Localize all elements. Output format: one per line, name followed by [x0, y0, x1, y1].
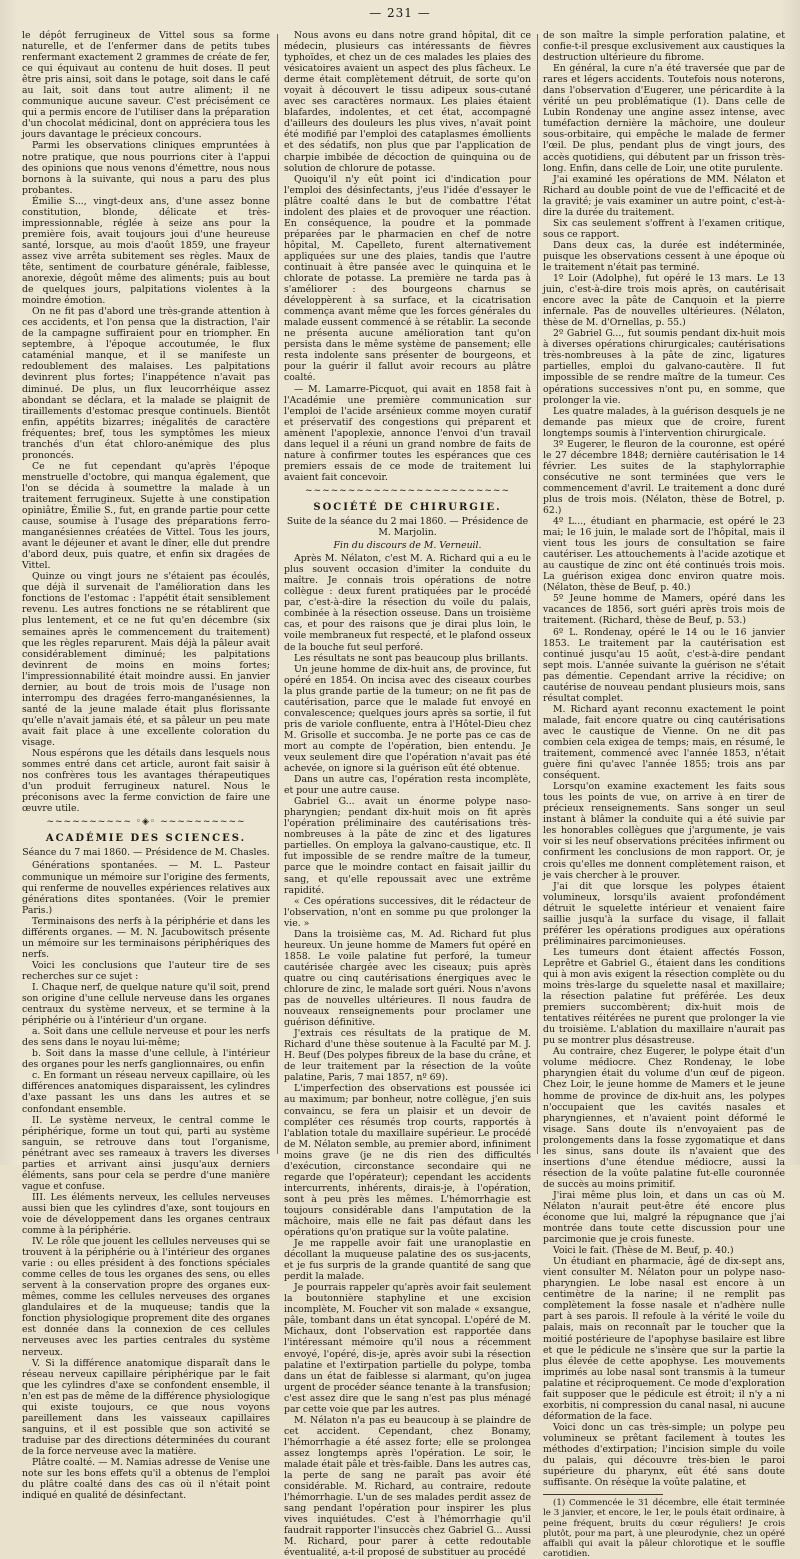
section-heading-chirurgie: SOCIÉTÉ DE CHIRURGIE.: [313, 501, 502, 513]
paragraph: On ne fit pas d'abord une très-grande attention à ces accidents, et l'on pensa que la distraction, l'air de la campagne suffiraient pour en triompher. En septembre, à l'époque accoutumée, le flux cataménial manque, et il se manifeste un redoublement des malaises. Les palpitations devinrent plus fortes; l'inappétence n'avait pas diminué. De plus, un flux leucorrhéique assez abondant se déclara, et la malade se plaignit de tiraillements d'estomac presque continuels. Bientôt enfin, appétits bizarres; inégalités de caractère fréquentes; bref, tous les symptômes les mieux tranchés d'un état chloro-anémique des plus prononcés.: [22, 306, 270, 461]
section-heading-academie: ACADÉMIE DES SCIENCES.: [45, 833, 247, 845]
paragraph: J'ai dit que lorsque les polypes étaient volumineux, lorsqu'ils avaient profondément détruit le squelette intérieur et venaient faire saillie jusqu'à la surface du visage, il fallait préférer les opérations prodigues aux opérations préliminaires parcimonieuses.: [543, 880, 785, 947]
paragraph: Terminaisons des nerfs à la périphérie et dans les différents organes. — M. N. Jacubowitsch présente un mémoire sur les terminaisons périphériques des nerfs.: [22, 915, 270, 960]
paragraph: Un étudiant en pharmacie, âgé de dix-sept ans, vient consulter M. Nélaton pour un polype naso-pharyngien. Le lobe nasal est encore à un centimètre de la narine; il ne remplit pas complètement la fosse nasale et n'adhère nulle part à ses parois. Il refoule à la vérité le voile du palais, mais on reconnaît par le toucher que la moitié postérieure de l'apophyse basilaire est libre et que le pédicule ne s'insère que sur la partie la plus élevée de cette apophyse. Les mouvements imprimés au lobe nasal sont transmis à la tumeur palatine et réciproquement. Ce mode d'exploration fait supposer que le pédicule est étroit; il n'y a ni exorbitis, ni compression du canal nasal, ni aucune déformation de la face.: [543, 1256, 785, 1422]
paragraph: 4º L..., étudiant en pharmacie, est opéré le 23 mai; le 16 juin, le malade sort de l'hôpital, mais il vient tous les jours de consultation se faire cautériser. Les attouchements à l'acide azotique et au caustique de zinc ont été continués trois mois. La guérison exigea donc environ quatre mois. (Nélaton, thèse de Beuf, p. 40.): [543, 516, 785, 594]
paragraph: a. Soit dans une cellule nerveuse et pour les nerfs des sens dans le noyau lui-même;: [22, 1026, 270, 1049]
paragraph: I. Chaque nerf, de quelque nature qu'il soit, prend son origine d'une cellule nerveuse dans les organes centraux du système nerveux, et se termine à la périphérie ou à l'intérieur d'un organe.: [22, 981, 270, 1027]
paragraph: J'ai examiné les opérations de MM. Nélaton et Richard au double point de vue de l'efficacité et de la gravité; je vais examiner un autre point, c'est-à-dire la durée du traitement.: [543, 173, 785, 218]
paragraph: Un jeune homme de dix-huit ans, de province, fut opéré en 1854. On incisa avec des ciseaux courbes la plus grande partie de la tumeur; on ne fit pas de cautérisation, parce que le malade fut envoyé en convalescence; quelques jours après sa sortie, il fut pris de variole confluente, entra à l'Hôtel-Dieu chez M. Grisolle et succomba. Je ne porte pas ce cas de mort au compte de l'opération, bien entendu. Je veux seulement dire que l'opération n'avait pas été achevée, on ignore si la guérison eût été obtenue.: [284, 663, 531, 775]
paragraph: Au contraire, chez Eugerer, le polype était d'un volume médiocre. Chez Rondenay, le lobe pharyngien était du volume d'un œuf de pigeon. Chez Loir, le jeune homme de Mamers et le jeune homme de province de dix-huit ans, les polypes n'occupaient que les cavités nasales et pharyngiennes, et n'avaient point déformé le visage. Sans doute ils n'envoyaient pas de prolongements dans la fosse zygomatique et dans les sinus, sans doute ils n'avaient que des insertions d'une étendue médiocre, aussi la résection de la voûte palatine fut-elle couronnée de succès au moins primitif.: [543, 1046, 785, 1190]
paragraph: Quoiqu'il n'y eût point ici d'indication pour l'emploi des désinfectants, j'eus l'idée d'essayer le plâtre coalté dans le but de combattre l'état indolent des plaies et de provoquer une réaction. En conséquence, la poudre et la pommade préparées par le pharmacien en chef de notre hôpital, M. Capelleto, furent alternativement appliquées sur une des plaies, tandis que l'autre continuait à être pansée avec le quinquina et le chlorate de potasse. La première ne tarda pas à s'améliorer : des bourgeons charnus se développèrent à sa surface, et la cicatrisation commença avant même que les forces générales du malade eussent commencé à se rétablir. La seconde ne présenta aucune amélioration tant qu'on persista dans le même système de pansement; elle resta indolente sans présenter de bourgeons, et pour la guérir il fallut avoir recours au plâtre coalté.: [284, 173, 531, 384]
column-middle: [284, 30, 531, 1559]
page-number: — 231 —: [369, 6, 431, 20]
paragraph: 1º Loir (Adolphe), fut opéré le 13 mars. Le 13 juin, c'est-à-dire trois mois après, on cautérisait encore avec la pâte de Canquoin et la pierre infernale. Pas de nouvelles ultérieures. (Nélaton, thèse de M. d'Ornellas, p. 55.): [543, 273, 785, 329]
paragraph: En général, la cure n'a été traversée que par de rares et légers accidents. Toutefois nous noterons, dans l'observation d'Eugerer, une péricardite à la vérité un peu problématique (1). Dans celle de Lubin Rondenay une angine assez intense, avec tuméfaction dernière la mâchoire, une douleur sous-orbitaire, qui empêche le malade de fermer l'œil. De plus, pendant plus de vingt jours, des accès quotidiens, qui débutent par un frisson très-long. Enfin, dans celle de Loir, une otite purulente.: [543, 63, 785, 174]
paragraph: V. Si la différence anatomique disparaît dans le réseau nerveux capillaire périphérique par le fait que les cylindres d'axe se confondent ensemble, il n'en est pas de même de la différence physiologique qui existe toujours, ce que nous voyons pareillement dans les vaisseaux capillaires sanguins, et il est possible que son activité se traduise par des directions déterminées du courant de la force nerveuse avec la matière.: [22, 1357, 270, 1457]
column-divider: [537, 34, 538, 1154]
paragraph: Je pourrais rappeler qu'après avoir fait seulement la boutonnière staphyline et une excision incomplète, M. Foucher vit son malade « exsangue, pâle, tombant dans un état syncopal. L'opéré de M. Michaux, dont l'observation est rapportée dans l'intéressant mémoire qu'il nous a récemment envoyé, l'opéré, dis-je, après avoir subi la résection palatine et l'extirpation partielle du polype, tomba dans un état de faiblesse si alarmant, qu'on jugea urgent de procéder séance tenante à la transfusion; c'est assez dire que le sang n'est pas plus ménagé par cette voie que par les autres.: [284, 1282, 531, 1415]
paragraph: Voici le fait. (Thèse de M. Beuf, p. 40.): [553, 1245, 734, 1257]
paragraph: Je me rappelle avoir fait une uranoplastie en décollant la muqueuse palatine des os sus-jacents, et je fus surpris de la grande quantité de sang que perdit la malade.: [284, 1238, 531, 1283]
paragraph: Six cas seulement s'offrent à l'examen critique, sous ce rapport.: [543, 217, 785, 240]
paragraph: 5º Jeune homme de Mamers, opéré dans les vacances de 1856, sort guéri après trois mois de traitement. (Richard, thèse de Beuf, p. 53.): [543, 593, 785, 627]
footnote: (1) Commencée le 31 décembre, elle était terminée le 3 janvier, et encore, le 1er, le pouls était ordinaire, à peine fréquent, bruits du cœur réguliers! Je crois plutôt, pour ma part, à une pleurodynie, chez un opéré affaibli qui avait la pâleur chlorotique et le souffle carotidien.: [543, 1498, 785, 1559]
paragraph: Les quatre malades, à la guérison desquels je ne demande pas mieux que de croire, furent longtemps soumis à l'intervention chirurgicale.: [543, 405, 785, 439]
paragraph: — M. Lamarre-Picquot, qui avait en 1858 fait à l'Académie une première communication sur l'emploi de l'acide arsénieux comme moyen curatif et préservatif des congestions qui préparent et amènent l'apoplexie, annonce l'envoi d'un travail dans lequel il a réuni un grand nombre de faits de nature à confirmer toutes les espérances que ces premiers essais de ce mode de traitement lui avaient fait concevoir.: [284, 383, 531, 483]
paragraph: Quinze ou vingt jours ne s'étaient pas écoulés, que déjà il survenait de l'amélioration dans les fonctions de l'estomac : l'appétit était sensiblement revenu. Les autres fonctions ne se rétablirent que plus lentement, et ce ne fut qu'en décembre (six semaines après le commencement du traitement) que les règles reparurent. Mais déjà la pâleur avait considérablement diminué; les palpitations devinrent de moins en moins fortes; l'impressionnabilité était moindre aussi. En janvier dernier, au bout de trois mois de l'usage non interrompu des dragées ferro-manganésiennes, la santé de la jeune malade était plus florissante qu'elle n'avait jamais été, et sa pâleur un peu mate avait fait place à une excellente coloration du visage.: [22, 571, 270, 748]
ornament-separator: ~~~~~~~~~~ ◦◈◦ ~~~~~~~~~~: [46, 817, 246, 828]
paragraph: Voici donc un cas très-simple; un polype peu volumineux se prêtant facilement à toutes les méthodes d'extirpation; l'incision simple du voile du palais, qui découvre très-bien le paroi supérieure du pharynx, eût été sans doute suffisante. On résèque la voûte palatine, et: [543, 1421, 785, 1489]
paragraph: Voici les conclusions que l'auteur tire de ses recherches sur ce sujet :: [22, 959, 270, 982]
paragraph: Ce ne fut cependant qu'après l'époque menstruelle d'octobre, qui manqua également, que l'on se décida à soumettre la malade à un traitement ferrugineux. Sujette à une constipation opiniâtre, Émilie S., fut, en grande partie pour cette cause, soumise à l'usage des préparations ferro-manganésiennes créatées de Vittel. Tous les jours, avant le déjeuner et avant le dîner, elle dut prendre d'abord deux, puis quatre, et enfin six dragées de Vittel.: [22, 460, 270, 572]
paragraph: Après M. Nélaton, c'est M. A. Richard qui a eu le plus souvent occasion d'imiter la conduite du maître. Je connais trois opérations de notre collègue : deux furent pratiquées par le procédé par, c'est-à-dire la résection du voile du palais, combinée à la résection osseuse. Dans un troisième cas, et pour des raisons que je dirai plus loin, le voile membraneux fut respecté, et le plafond osseux de la bouche fut seul perforé.: [284, 553, 531, 653]
paragraph: Les tumeurs dont étaient affectés Fosson, Leprêtre et Gabriel G., étaient dans les conditions qui à mon avis exigent la résection complète ou du moins très-large du squelette nasal et maxillaire; la résection palatine fut préférée. Les deux premiers succombèrent; dix-huit mois de tentatives réitérées ne purent que prolonger la vie du troisième. L'ablation du maxillaire n'aurait pas pu se montrer plus désastreuse.: [543, 946, 785, 1047]
paragraph: b. Soit dans la masse d'une cellule, à l'intérieur des organes pour les nerfs ganglionnaires, ou enfin: [22, 1048, 270, 1071]
paragraph: M. Nélaton n'a pas eu beaucoup à se plaindre de cet accident. Cependant, chez Bonamy, l'hémorrhagie a été assez forte; elle se prolongea assez longtemps après l'opération. Le soir, le malade était pâle et très-faible. Dans les autres cas, la perte de sang ne paraît pas avoir été considérable. M. Richard, au contraire, redoute l'hémorrhagie. L'un de ses malades perdit assez de sang pendant l'opération pour inspirer les plus vives inquiétudes. C'est à l'hémorrhagie qu'il faudrait rapporter l'insuccès chez Gabriel G... Aussi M. Richard, pour parer à cette redoutable éventualité, a-t-il proposé de substituer au procédé: [284, 1414, 531, 1559]
footnote-rule: [543, 1494, 663, 1495]
paragraph: le dépôt ferrugineux de Vittel sous sa forme naturelle, et de l'enfermer dans de petits tubes renfermant exactement 2 grammes de créate de fer, ce qui équivaut au contenu de huit doses. Il peut être pris ainsi, soit dans le potage, soit dans le café au lait, soit dans tout autre aliment; il ne communique aucune saveur. C'est précisément ce qui a permis encore de l'utiliser dans la préparation d'un chocolat médicinal, dont on appréciera tous les jours davantage le précieux concours.: [22, 30, 270, 141]
paragraph: Dans deux cas, la durée est indéterminée, puisque les observations cessent à une époque où le traitement n'était pas terminé.: [543, 239, 785, 273]
section-subheading: Séance du 7 mai 1860. — Présidence de M. Chasles.: [22, 847, 270, 859]
column-right: [543, 30, 785, 1559]
paragraph: Les résultats ne sont pas beaucoup plus brillants.: [294, 652, 529, 664]
paragraph: Gabriel G... avait un énorme polype naso-pharyngien; pendant dix-huit mois on fit après l'opération préliminaire des cautérisations très-nombreuses à la pâte de zinc et des ligatures partielles. On employa la galvano-caustique, etc. Il fut impossible de se rendre maître de la tumeur, parce que le moindre contact en faisait jaillir du sang, et qu'elle repoussait avec une extrême rapidité.: [284, 796, 531, 896]
paragraph: III. Les éléments nerveux, les cellules nerveuses aussi bien que les cylindres d'axe, sont toujours en voie de développement dans les organes centraux comme à la périphérie.: [22, 1191, 270, 1237]
paragraph: Émilie S..., vingt-deux ans, d'une assez bonne constitution, blonde, délicate et très-impressionnable, réglée à seize ans pour la première fois, avait toujours joui d'une heureuse santé, lorsque, au mois d'août 1859, une frayeur assez vive arrêta subitement ses règles. Maux de tête, sentiment de courbature générale, faiblesse, anorexie, dégoût même des aliments; puis au bout de quelques jours, palpitations violentes à la moindre émotion.: [22, 195, 270, 307]
paragraph: « Ces opérations successives, dit le rédacteur de l'observation, n'ont en somme pu que prolonger la vie. »: [284, 895, 531, 929]
paragraph: M. Richard ayant reconnu exactement le point malade, fait encore quatre ou cinq cautérisations avec le caustique de Vienne. On ne dit pas combien cela exigea de temps; mais, en résumé, le traitement, commencé avec l'année 1853, n'était guère fini qu'avec l'année 1855; trois ans par conséquent.: [543, 703, 785, 782]
paragraph: Plâtre coalté. — M. Namias adresse de Venise une note sur les bons effets qu'il a obtenus de l'emploi du plâtre coalté dans des cas où il n'était point indiqué en qualité de désinfectant.: [22, 1457, 270, 1502]
paragraph: J'irai même plus loin, et dans un cas où M. Nélaton n'aurait peut-être été encore plus économe que lui, malgré la répugnance que j'ai montrée dans toute cette discussion pour une parcimonie que je crois funeste.: [543, 1189, 785, 1246]
paragraph: Dans un autre cas, l'opération resta incomplète, et pour une autre cause.: [284, 774, 531, 797]
paragraph: IV. Le rôle que jouent les cellules nerveuses qui se trouvent à la périphérie ou à l'intérieur des organes varie : ou elles président à des fonctions spéciales comme celles de tous les organes des sens, ou elles servent à la conservation propre des organes eux-mêmes, comme les cellules nerveuses des organes glandulaires et de la muqueuse; tandis que la fonction physiologique proprement dite des organes est donnée dans la connexion de ces cellules nerveuses avec les parties centrales du système nerveux.: [22, 1236, 270, 1358]
paragraph: Générations spontanées. — M. L. Pasteur communique un mémoire sur l'origine des ferments, qui renferme de nouvelles expériences relatives aux générations dites spontanées. (Voir le premier Paris.): [22, 860, 270, 916]
paragraph: Parmi les observations cliniques empruntées à notre pratique, que nous pourrions citer à l'appui des opinions que nous venons d'émettre, nous nous bornons à la suivante, qui nous a paru des plus probantes.: [22, 140, 270, 196]
paragraph: Lorsqu'on examine exactement les faits sous tous les points de vue, on arrive à en tirer de précieux renseignements. Sans songer un seul instant à blâmer la conduite qui a été suivie par les honorables collègues que j'argumente, je vais voir si les neuf observations précitées infirment ou confirment les conclusions de mon rapport. Or, je crois qu'elles me donnent complètement raison, et je vais chercher à le prouver.: [543, 781, 785, 881]
paragraph: 6º L. Rondenay, opéré le 14 ou le 16 janvier 1853. Le traitement par la cautérisation est continué jusqu'au 15 août, c'est-à-dire pendant sept mois. L'année suivante la guérison ne s'était pas démentie. Cependant arrive la récidive; on cautérise de nouveau pendant plusieurs mois, sans résultat complet.: [543, 626, 785, 704]
paragraph: 2º Gabriel G..., fut soumis pendant dix-huit mois à diverses opérations chirurgicales; cautérisations très-nombreuses à la pâte de zinc, ligatures partielles, emploi du galvano-cautère. Il fut impossible de se rendre maître de la tumeur. Ces opérations successives n'ont pu, en somme, que prolonger la vie.: [543, 328, 785, 406]
paragraph: II. Le système nerveux, le central comme le périphérique, forme un tout qui, parti au système sanguin, se retrouve dans tout l'organisme, pénétrant avec ses rameaux à travers les diverses parties et arrivant ainsi jusqu'aux derniers éléments, sans pour cela se perdre d'une manière vague et confuse.: [22, 1114, 270, 1192]
paragraph: 3º Eugerer, le fleuron de la couronne, est opéré le 27 décembre 1848; dernière cautérisation le 14 février. Les suites de la staphylorraphie consécutive ne sont terminées que vers le commencement d'avril. Le traitement a donc duré plus de trois mois. (Nélaton, thèse de Botrel, p. 62.): [543, 438, 785, 517]
section-subheading: Suite de la séance du 2 mai 1860. — Présidence de M. Marjolin.: [286, 516, 529, 539]
paragraph: Nous espérons que les détails dans lesquels nous sommes entré dans cet article, auront fait saisir à nos confrères tous les avantages thérapeutiques d'un produit ferrugineux naturel. Nous le préconisons avec la ferme conviction de faire une œuvre utile.: [22, 748, 270, 815]
paragraph: J'extrais ces résultats de la pratique de M. Richard d'une thèse soutenue à la Faculté par M. J. H. Beuf (Des polypes fibreux de la base du crâne, et de leur traitement par la résection de la voûte palatine, Paris, 7 mai 1857, nº 69).: [284, 1028, 531, 1084]
column-divider: [277, 34, 278, 1154]
paragraph: L'imperfection des observations est poussée ici au maximum; par bonheur, notre collègue, j'en suis convaincu, se fera un plaisir et un devoir de compléter ces résumés trop courts, rapportés à l'ablation totale du maxillaire supérieur. Le procédé de M. Nélaton semble, au premier abord, infiniment moins grave (je ne dis rien des difficultés d'exécution, circonstance secondaire qui ne regarde que l'opérateur); cependant les accidents intercurrents, inhérents, dirais-je, à l'opération, sont à peu près les mêmes. L'hémorrhagie est toujours considérable dans l'amputation de la mâchoire, mais elle ne fait pas défaut dans les opérations qu'on pratique sur la voûte palatine.: [284, 1083, 531, 1239]
paragraph: Dans la troisième cas, M. Ad. Richard fut plus heureux. Un jeune homme de Mamers fut opéré en 1858. Le voile palatine fut perforé, la tumeur cautérisée chargée avec les ciseaux; puis après quatre ou cinq cautérisations énergiques avec le chlorure de zinc, le malade sort guéri. Nous n'avons pas de nouvelles ultérieures. Il nous faudra de nouveaux renseignements pour proclamer une guérison définitive.: [284, 928, 531, 1029]
ornament-separator: ~~~~~~~~~~~~~~~~~~~~~~~~: [305, 485, 510, 496]
section-subheading: Fin du discours de M. Verneuil.: [333, 540, 482, 552]
paragraph: Nous avons eu dans notre grand hôpital, dit ce médecin, plusieurs cas intéressants de fièvres typhoïdes, et chez un de ces malades les plaies des vésicatoires avaient un aspect des plus fâcheux. Le derme était complètement détruit, de sorte qu'on voyait à découvert le tissu adipeux sous-cutané avec ses caractères normaux. Les plaies étaient blafardes, indolentes, et cet état, accompagné d'ailleurs des douleurs les plus vives, n'avait point été modifié par l'emploi des cataplasmes émollients et des sédatifs, non plus que par l'application de charpie imbibée de décoction de quinquina ou de solution de chlorure de potasse.: [284, 30, 531, 174]
paragraph: de son maître la simple perforation palatine, et confie-t-il presque exclusivement aux caustiques la destruction ultérieure du fibrome.: [543, 30, 785, 64]
paragraph: c. En formant un réseau nerveux capillaire, où les différences anatomiques disparaissent, les cylindres d'axe passant les uns dans les autres et se confondant ensemble.: [22, 1070, 270, 1115]
column-left: [22, 30, 270, 1502]
